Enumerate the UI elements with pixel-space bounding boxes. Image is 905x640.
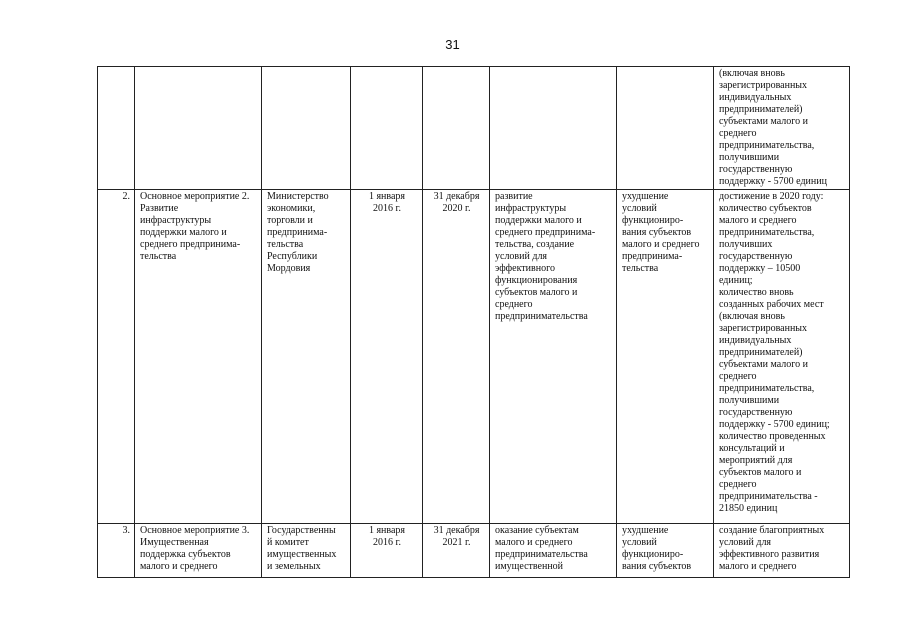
consequences-cell bbox=[617, 67, 714, 190]
executor-cell: Министерство экономики, торговли и предпринима- тельства Республики Мордовия bbox=[262, 190, 351, 524]
program-events-table bbox=[97, 66, 850, 578]
end-date-cell bbox=[423, 67, 490, 190]
page-number: 31 bbox=[445, 37, 460, 52]
end-date-cell: 31 декабря 2021 г. bbox=[423, 524, 490, 578]
row-number-cell: 2. bbox=[98, 190, 135, 524]
start-date-cell: 1 января 2016 г. bbox=[351, 524, 423, 578]
expected-result-cell: развитие инфраструктуры поддержки малого и среднего предпринима- тельства, создание условий для эффективного функционирования субъектов малого и среднего предпринимательства bbox=[490, 190, 617, 524]
executor-cell bbox=[262, 67, 351, 190]
indicators-cell: (включая вновь зарегистрированных индивидуальных предпринимателей) субъектами малого и среднего предпринимательства, получившими государственную поддержку - 5700 единиц bbox=[714, 67, 850, 190]
indicators-cell: достижение в 2020 году: количество субъектов малого и среднего предпринимательства, получивших государственную поддержку – 10500 единиц; количество вновь созданных рабочих мест (включая вновь зарегистрированных индивидуальных предпринимателей) субъектами малого и среднего предпринимательства, получившими государственную поддержку - 5700 единиц; количество проведенных консультаций и мероприятий для субъектов малого и среднего предпринимательства - 21850 единиц bbox=[714, 190, 850, 524]
row-number-cell bbox=[98, 67, 135, 190]
expected-result-cell: оказание субъектам малого и среднего предпринимательства имущественной bbox=[490, 524, 617, 578]
table-row bbox=[98, 67, 850, 190]
table-row bbox=[98, 524, 850, 578]
executor-cell: Государственны й комитет имущественных и земельных bbox=[262, 524, 351, 578]
event-name-cell: Основное мероприятие 3. Имущественная поддержка субъектов малого и среднего bbox=[135, 524, 262, 578]
table-row bbox=[98, 190, 850, 524]
expected-result-cell bbox=[490, 67, 617, 190]
consequences-cell: ухудшение условий функциониро- вания субъектов малого и среднего предпринима- тельства bbox=[617, 190, 714, 524]
end-date-cell: 31 декабря 2020 г. bbox=[423, 190, 490, 524]
event-name-cell bbox=[135, 67, 262, 190]
indicators-cell: создание благоприятных условий для эффективного развития малого и среднего bbox=[714, 524, 850, 578]
start-date-cell: 1 января 2016 г. bbox=[351, 190, 423, 524]
row-number-cell: 3. bbox=[98, 524, 135, 578]
start-date-cell bbox=[351, 67, 423, 190]
event-name-cell: Основное мероприятие 2. Развитие инфраструктуры поддержки малого и среднего предпринима- тельства bbox=[135, 190, 262, 524]
consequences-cell: ухудшение условий функциониро- вания субъектов bbox=[617, 524, 714, 578]
